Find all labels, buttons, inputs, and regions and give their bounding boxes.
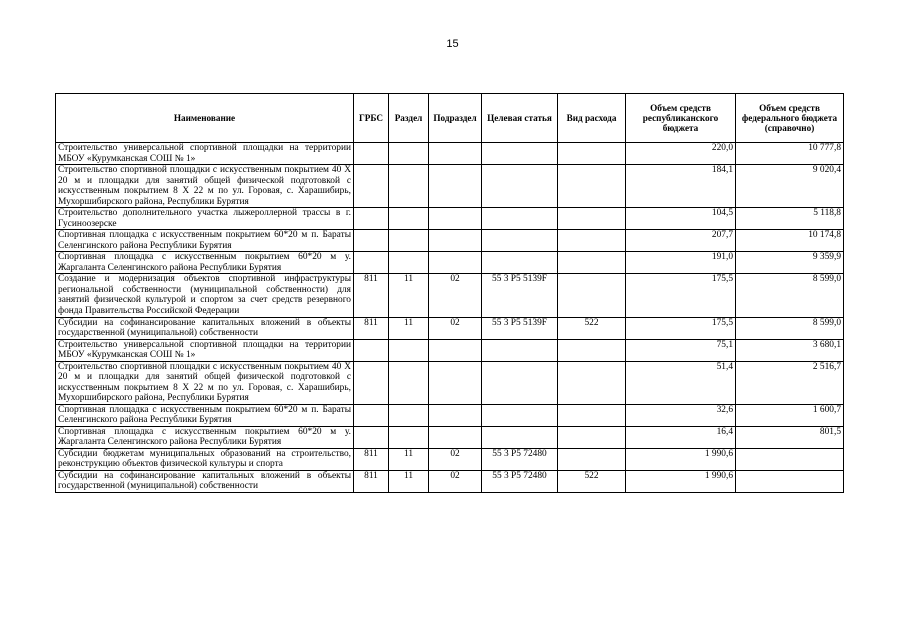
cell-article (482, 230, 558, 252)
cell-name: Строительство спортивной площадки с искусственным покрытием 40 Х 20 м и площадки для занятий общей физической подготовкой с искусственным покрытием 8 Х 22 м по ул. Горовая, с. Харашибирь, Мухоршибирского района, Республики Бурятия (56, 361, 354, 404)
cell-expense-type (558, 274, 626, 317)
cell-name: Спортивная площадка с искусственным покрытием 60*20 м п. Бараты Селенгинского района Республики Бурятия (56, 230, 354, 252)
cell-grbs (354, 252, 389, 274)
cell-article (482, 404, 558, 426)
cell-article (482, 339, 558, 361)
cell-grbs (354, 426, 389, 448)
cell-expense-type (558, 165, 626, 208)
cell-razdel (389, 404, 429, 426)
column-header-article: Целевая статья (482, 94, 558, 143)
cell-article (482, 165, 558, 208)
table-row (56, 143, 844, 165)
cell-grbs: 811 (354, 274, 389, 317)
cell-republic-budget: 51,4 (626, 361, 736, 404)
table-row (56, 165, 844, 208)
cell-razdel (389, 426, 429, 448)
cell-podrazdel (429, 361, 482, 404)
cell-federal-budget: 1 600,7 (736, 404, 844, 426)
cell-article: 55 3 Р5 72480 (482, 470, 558, 492)
cell-expense-type (558, 208, 626, 230)
header-row (56, 94, 844, 143)
cell-razdel (389, 339, 429, 361)
cell-razdel: 11 (389, 317, 429, 339)
cell-name: Строительство универсальной спортивной площадки на территории МБОУ «Курумканская СОШ № 1» (56, 339, 354, 361)
table-row (56, 208, 844, 230)
cell-razdel (389, 208, 429, 230)
cell-expense-type (558, 426, 626, 448)
cell-podrazdel (429, 143, 482, 165)
cell-name: Спортивная площадка с искусственным покрытием 60*20 м у. Жаргаланта Селенгинского района Республики Бурятия (56, 426, 354, 448)
cell-expense-type (558, 339, 626, 361)
cell-name: Строительство спортивной площадки с искусственным покрытием 40 Х 20 м и площадки для занятий общей физической подготовкой с искусственным покрытием 8 Х 22 м по ул. Горовая, с. Харашибирь, Мухоршибирского района, Республики Бурятия (56, 165, 354, 208)
cell-podrazdel: 02 (429, 317, 482, 339)
cell-federal-budget: 9 359,9 (736, 252, 844, 274)
cell-republic-budget: 191,0 (626, 252, 736, 274)
cell-grbs (354, 361, 389, 404)
table-row (56, 339, 844, 361)
cell-federal-budget (736, 448, 844, 470)
table-row (56, 404, 844, 426)
cell-article (482, 361, 558, 404)
cell-name: Строительство дополнительного участка лыжероллерной трассы в г. Гусиноозерске (56, 208, 354, 230)
cell-republic-budget: 175,5 (626, 317, 736, 339)
cell-razdel (389, 361, 429, 404)
cell-grbs (354, 165, 389, 208)
cell-name: Спортивная площадка с искусственным покрытием 60*20 м у. Жаргаланта Селенгинского района Республики Бурятия (56, 252, 354, 274)
cell-republic-budget: 1 990,6 (626, 470, 736, 492)
cell-grbs (354, 208, 389, 230)
cell-expense-type (558, 448, 626, 470)
cell-republic-budget: 75,1 (626, 339, 736, 361)
cell-article (482, 426, 558, 448)
cell-republic-budget: 207,7 (626, 230, 736, 252)
cell-podrazdel: 02 (429, 274, 482, 317)
cell-podrazdel (429, 339, 482, 361)
cell-federal-budget: 8 599,0 (736, 274, 844, 317)
cell-expense-type (558, 404, 626, 426)
cell-federal-budget (736, 470, 844, 492)
column-header-republic-budget: Объем средств республиканского бюджета (626, 94, 736, 143)
cell-name: Субсидии на софинансирование капитальных вложений в объекты государственной (муниципальной) собственности (56, 470, 354, 492)
cell-expense-type (558, 252, 626, 274)
table-row (56, 274, 844, 317)
cell-grbs (354, 143, 389, 165)
cell-grbs: 811 (354, 470, 389, 492)
table-row (56, 230, 844, 252)
cell-podrazdel (429, 230, 482, 252)
cell-article (482, 252, 558, 274)
cell-razdel (389, 165, 429, 208)
cell-podrazdel (429, 426, 482, 448)
column-header-name: Наименование (56, 94, 354, 143)
column-header-razdel: Раздел (389, 94, 429, 143)
table-row (56, 361, 844, 404)
cell-name: Субсидии на софинансирование капитальных вложений в объекты государственной (муниципальной) собственности (56, 317, 354, 339)
table-row (56, 448, 844, 470)
cell-article: 55 3 Р5 5139F (482, 274, 558, 317)
cell-razdel: 11 (389, 274, 429, 317)
cell-expense-type: 522 (558, 317, 626, 339)
cell-podrazdel (429, 252, 482, 274)
cell-grbs (354, 230, 389, 252)
budget-table (55, 93, 844, 493)
cell-grbs: 811 (354, 317, 389, 339)
cell-podrazdel: 02 (429, 470, 482, 492)
cell-republic-budget: 1 990,6 (626, 448, 736, 470)
cell-republic-budget: 104,5 (626, 208, 736, 230)
cell-podrazdel: 02 (429, 448, 482, 470)
column-header-expense-type: Вид расхода (558, 94, 626, 143)
cell-federal-budget: 10 174,8 (736, 230, 844, 252)
cell-name: Строительство универсальной спортивной площадки на территории МБОУ «Курумканская СОШ № 1» (56, 143, 354, 165)
cell-expense-type (558, 143, 626, 165)
cell-grbs (354, 404, 389, 426)
page-number: 15 (446, 38, 459, 50)
cell-expense-type (558, 230, 626, 252)
cell-republic-budget: 32,6 (626, 404, 736, 426)
cell-podrazdel (429, 208, 482, 230)
cell-article (482, 143, 558, 165)
cell-article: 55 3 Р5 72480 (482, 448, 558, 470)
cell-federal-budget: 8 599,0 (736, 317, 844, 339)
cell-podrazdel (429, 404, 482, 426)
cell-grbs: 811 (354, 448, 389, 470)
cell-razdel: 11 (389, 470, 429, 492)
cell-razdel: 11 (389, 448, 429, 470)
cell-federal-budget: 5 118,8 (736, 208, 844, 230)
table-body (56, 143, 844, 493)
cell-razdel (389, 143, 429, 165)
cell-razdel (389, 252, 429, 274)
cell-republic-budget: 16,4 (626, 426, 736, 448)
cell-expense-type (558, 361, 626, 404)
table-row (56, 470, 844, 492)
table-row (56, 426, 844, 448)
cell-federal-budget: 3 680,1 (736, 339, 844, 361)
cell-federal-budget: 2 516,7 (736, 361, 844, 404)
cell-federal-budget: 9 020,4 (736, 165, 844, 208)
table-row (56, 252, 844, 274)
cell-grbs (354, 339, 389, 361)
column-header-grbs: ГРБС (354, 94, 389, 143)
cell-name: Спортивная площадка с искусственным покрытием 60*20 м п. Бараты Селенгинского района Республики Бурятия (56, 404, 354, 426)
cell-federal-budget: 10 777,8 (736, 143, 844, 165)
cell-name: Создание и модернизация объектов спортивной инфраструктуры региональной собственности (муниципальной собственности) для занятий физической культурой и спортом за счет средств резервного фонда Правительства Российской Федерации (56, 274, 354, 317)
cell-razdel (389, 230, 429, 252)
cell-expense-type: 522 (558, 470, 626, 492)
cell-republic-budget: 220,0 (626, 143, 736, 165)
cell-republic-budget: 184,1 (626, 165, 736, 208)
column-header-podrazdel: Подраздел (429, 94, 482, 143)
cell-podrazdel (429, 165, 482, 208)
cell-article (482, 208, 558, 230)
cell-name: Субсидии бюджетам муниципальных образований на строительство, реконструкцию объектов физической культуры и спорта (56, 448, 354, 470)
cell-article: 55 3 Р5 5139F (482, 317, 558, 339)
table-row (56, 317, 844, 339)
cell-republic-budget: 175,5 (626, 274, 736, 317)
column-header-federal-budget: Объем средств федерального бюджета (справочно) (736, 94, 844, 143)
cell-federal-budget: 801,5 (736, 426, 844, 448)
